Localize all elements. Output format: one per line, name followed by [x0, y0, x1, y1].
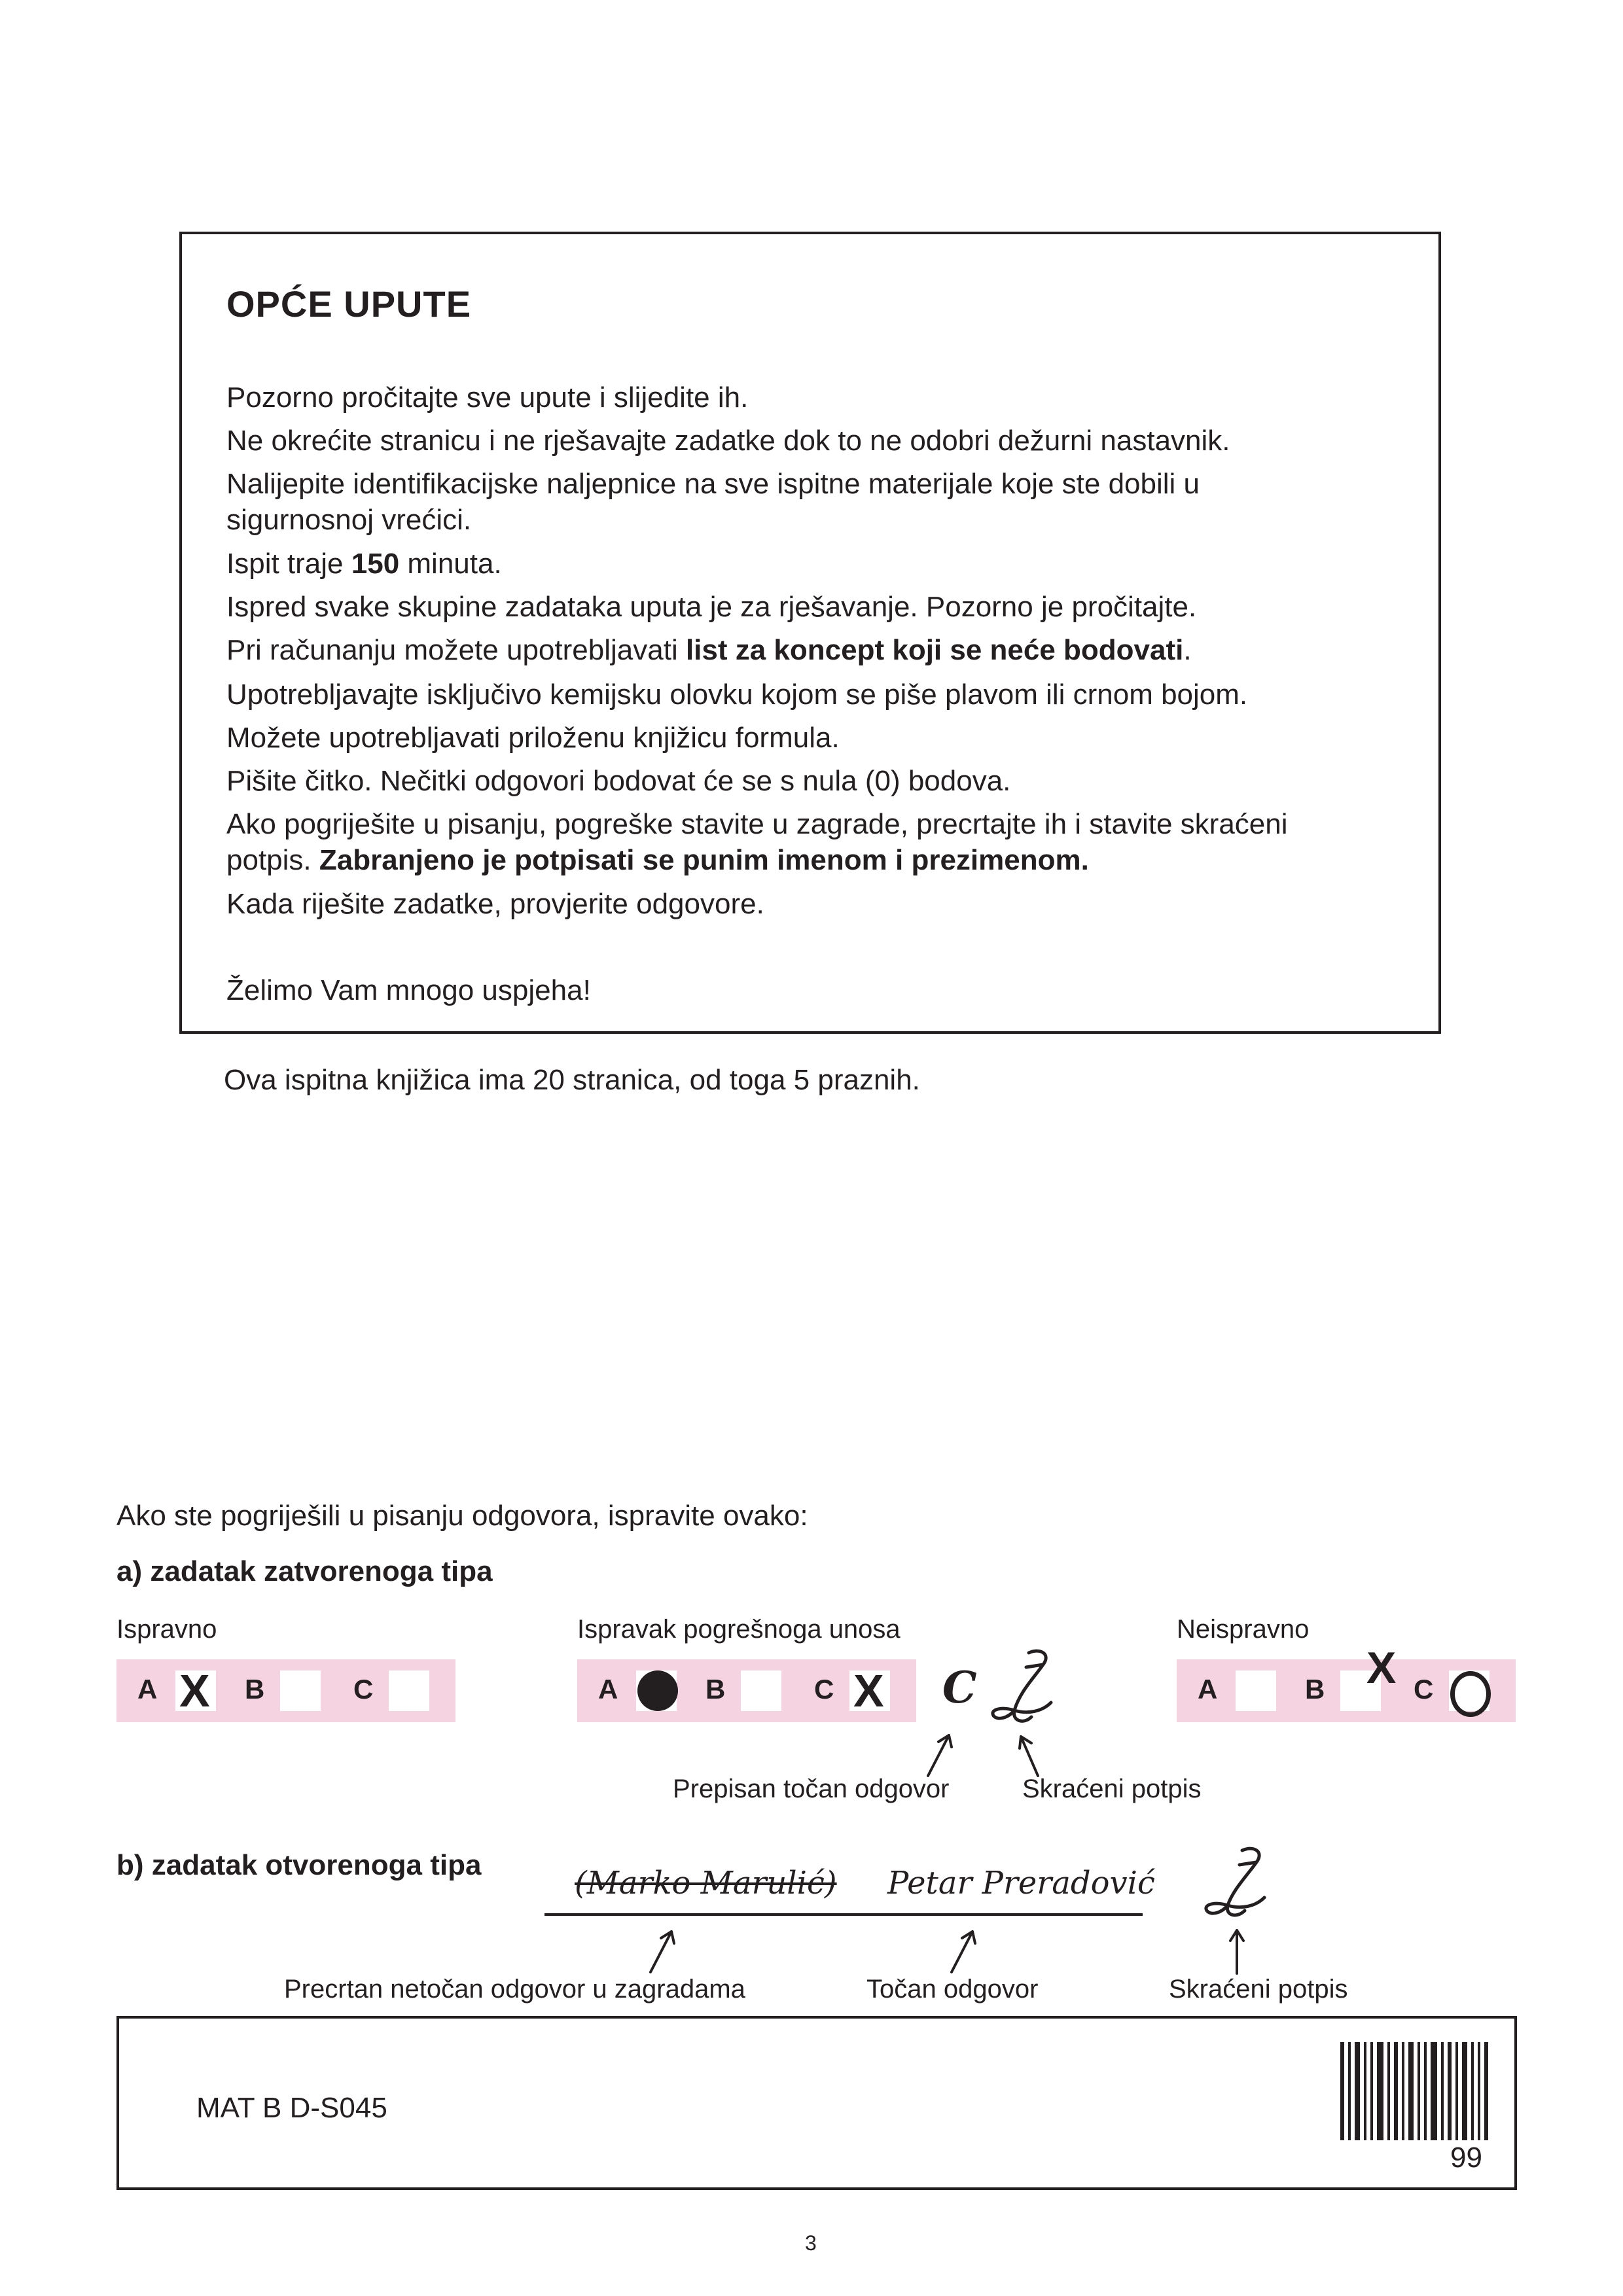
instructions-title: OPĆE UPUTE: [226, 283, 472, 325]
rewritten-answer: C: [942, 1662, 977, 1713]
instruction-line: Ne okrećite stranicu i ne rješavajte zadatke dok to ne odobri dežurni nastavnik.: [226, 425, 1230, 457]
rewritten-caption: Prepisan točan odgovor: [673, 1775, 950, 1803]
option-b-label: B: [245, 1674, 265, 1704]
option-a-label: A: [1198, 1674, 1218, 1704]
arrow-icon: [1224, 1924, 1250, 1976]
instruction-line: Pozorno pročitajte sve upute i slijedite ih.: [226, 381, 749, 414]
example-correct: [116, 1659, 455, 1722]
x-mark: X: [179, 1665, 210, 1716]
option-b-box: [741, 1670, 781, 1711]
instruction-line: Nalijepite identifikacijske naljepnice na sve ispitne materijale koje ste dobili u: [226, 468, 1200, 500]
instruction-line: Upotrebljavajte isključivo kemijsku olovku kojom se piše plavom ili crnom bojom.: [226, 679, 1248, 711]
crossed-caption: Precrtan netočan odgovor u zagradama: [284, 1975, 745, 2004]
option-a-label: A: [598, 1674, 618, 1704]
option-c-label: C: [353, 1674, 374, 1704]
open-task-title: b) zadatak otvorenoga tipa: [116, 1849, 482, 1881]
fix-label: Ispravak pogrešnoga unosa: [577, 1615, 901, 1644]
crossed-answer: (Marko Marulić): [575, 1865, 837, 1901]
arrow-icon: [1012, 1727, 1051, 1780]
option-a-box: [1236, 1670, 1276, 1711]
signature-caption: Skraćeni potpis: [1169, 1975, 1348, 2004]
option-c-label: C: [1414, 1674, 1434, 1704]
instruction-line: potpis. Zabranjeno je potpisati se punim imenom i prezimenom.: [226, 844, 1089, 876]
instruction-line: Ako pogriješite u pisanju, pogreške stavite u zagrade, precrtajte ih i stavite skraćeni: [226, 808, 1288, 840]
x-mark-outside: X: [1366, 1643, 1397, 1693]
instruction-line: Možete upotrebljavati priloženu knjižicu formula.: [226, 722, 840, 754]
closed-task-title: a) zadatak zatvorenoga tipa: [116, 1555, 493, 1587]
wrong-label: Neispravno: [1177, 1615, 1310, 1644]
option-c-label: C: [814, 1674, 834, 1704]
instruction-line: Pri računanju možete upotrebljavati list za koncept koji se neće bodovati.: [226, 634, 1192, 666]
instruction-line: sigurnosnoj vrećici.: [226, 504, 472, 536]
correct-answer: Petar Preradović: [887, 1865, 1155, 1901]
initial-signature-icon: [988, 1648, 1067, 1733]
x-mark: X: [853, 1665, 884, 1716]
instruction-line: Ispit traje 150 minuta.: [226, 548, 502, 580]
circle-mark: [1450, 1671, 1491, 1717]
barcode: [1340, 2042, 1488, 2140]
example-fix: [577, 1659, 916, 1722]
instructions-box: [179, 232, 1441, 1034]
correction-intro: Ako ste pogriješili u pisanju odgovora, ispravite ovako:: [116, 1500, 808, 1532]
arrow-icon: [946, 1924, 986, 1976]
option-a-label: A: [137, 1674, 158, 1704]
option-c-box: [389, 1670, 429, 1711]
arrow-icon: [645, 1924, 685, 1976]
instruction-wish: Želimo Vam mnogo uspjeha!: [226, 974, 591, 1006]
answer-line: [544, 1913, 1143, 1916]
exam-code: MAT B D-S045: [196, 2092, 387, 2124]
instruction-line: Kada riješite zadatke, provjerite odgovore.: [226, 888, 764, 920]
initial-signature-icon: [1202, 1845, 1280, 1924]
barcode-number: 99: [1450, 2142, 1482, 2174]
filled-circle-mark: [637, 1670, 678, 1711]
exam-code-box: [116, 2016, 1517, 2190]
option-b-box: [280, 1670, 321, 1711]
option-b-label: B: [1305, 1674, 1325, 1704]
correct-label: Ispravno: [116, 1615, 217, 1644]
signature-caption: Skraćeni potpis: [1022, 1775, 1202, 1803]
instruction-line: Ispred svake skupine zadataka uputa je za rješavanje. Pozorno je pročitajte.: [226, 591, 1197, 623]
correct-caption: Točan odgovor: [866, 1975, 1039, 2004]
arrow-icon: [923, 1727, 962, 1780]
option-b-label: B: [705, 1674, 726, 1704]
instruction-line: Pišite čitko. Nečitki odgovori bodovat će se s nula (0) bodova.: [226, 765, 1011, 797]
page-number: 3: [805, 2231, 817, 2255]
example-wrong: [1177, 1643, 1516, 1722]
pages-note: Ova ispitna knjižica ima 20 stranica, od toga 5 praznih.: [224, 1064, 920, 1096]
